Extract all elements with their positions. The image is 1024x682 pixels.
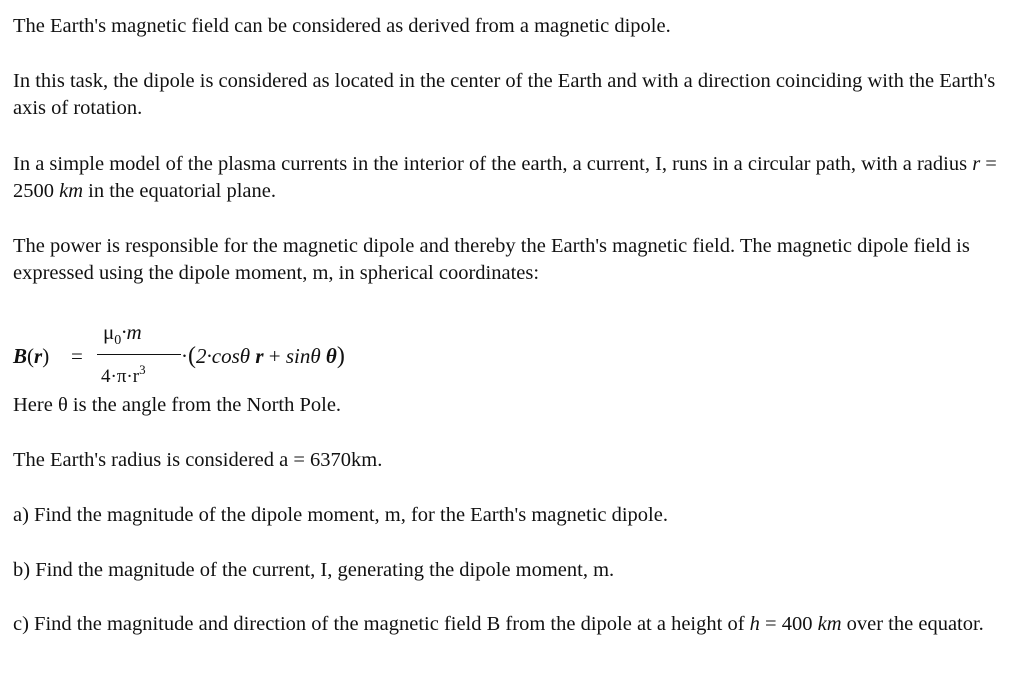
radius-variable: r: [972, 153, 981, 175]
current-model-tail: in the equatorial plane.: [83, 180, 276, 202]
theta-definition: Here θ is the angle from the North Pole.: [13, 394, 342, 416]
mu-subscript: 0: [114, 333, 122, 348]
equation-denominator: [101, 362, 146, 388]
plus-sign: +: [263, 344, 286, 368]
intro-paragraph: The Earth's magnetic field can be considered as derived from a magnetic dipole.: [13, 15, 671, 37]
question-c-tail: over the equator.: [841, 613, 984, 635]
mu-symbol: μ: [103, 320, 115, 344]
lhs-close-paren: ): [42, 344, 50, 368]
radius-value: = 2500: [13, 153, 997, 202]
question-c: [13, 611, 1003, 638]
fraction-bar: [97, 354, 181, 355]
mult-dot: ·: [181, 344, 188, 368]
height-value: = 400: [759, 613, 818, 635]
equation-equals: =: [71, 344, 83, 368]
term-sin: sinθ: [285, 344, 326, 368]
numerator-m: ·m: [121, 320, 142, 344]
b-symbol: B: [13, 344, 28, 368]
r-hat: r: [255, 344, 264, 368]
rhs-close-paren: ): [336, 343, 345, 369]
radius-unit: km: [59, 180, 84, 202]
equation-rhs: [181, 343, 345, 370]
lhs-r: r: [34, 344, 43, 368]
dipole-location-paragraph: In this task, the dipole is considered as located in the center of the Earth and with a direction coinciding with the Earth's axis of rotation.: [13, 70, 996, 119]
denominator-base: 4·π·r: [101, 366, 140, 387]
equation-lhs: [13, 344, 49, 369]
question-c-text: c) Find the magnitude and direction of the magnetic field B from the dipole at a height of: [13, 613, 750, 635]
height-variable: h: [749, 613, 760, 635]
theta-hat: θ: [325, 344, 337, 368]
earth-radius-paragraph: The Earth's radius is considered a = 6370km.: [13, 449, 383, 471]
equation-numerator: [103, 320, 142, 349]
denominator-exponent: 3: [139, 362, 146, 377]
dipole-field-equation: [13, 318, 513, 390]
current-model-paragraph: [13, 151, 1003, 205]
question-a: a) Find the magnitude of the dipole moment, m, for the Earth's magnetic dipole.: [13, 504, 668, 526]
question-b: b) Find the magnitude of the current, I, generating the dipole moment, m.: [13, 559, 615, 581]
lhs-open-paren: (: [27, 344, 35, 368]
rhs-open-paren: (: [188, 343, 196, 369]
height-unit: km: [817, 613, 842, 635]
term-cos: 2·cosθ: [196, 344, 256, 368]
dipole-field-paragraph: The power is responsible for the magnetic dipole and thereby the Earth's magnetic field. The magnetic dipole field is expressed using the dipole moment, m, in spherical coordinates:: [13, 235, 970, 284]
current-model-text: In a simple model of the plasma currents in the interior of the earth, a current, I, runs in a circular path, with a radius: [13, 153, 973, 175]
